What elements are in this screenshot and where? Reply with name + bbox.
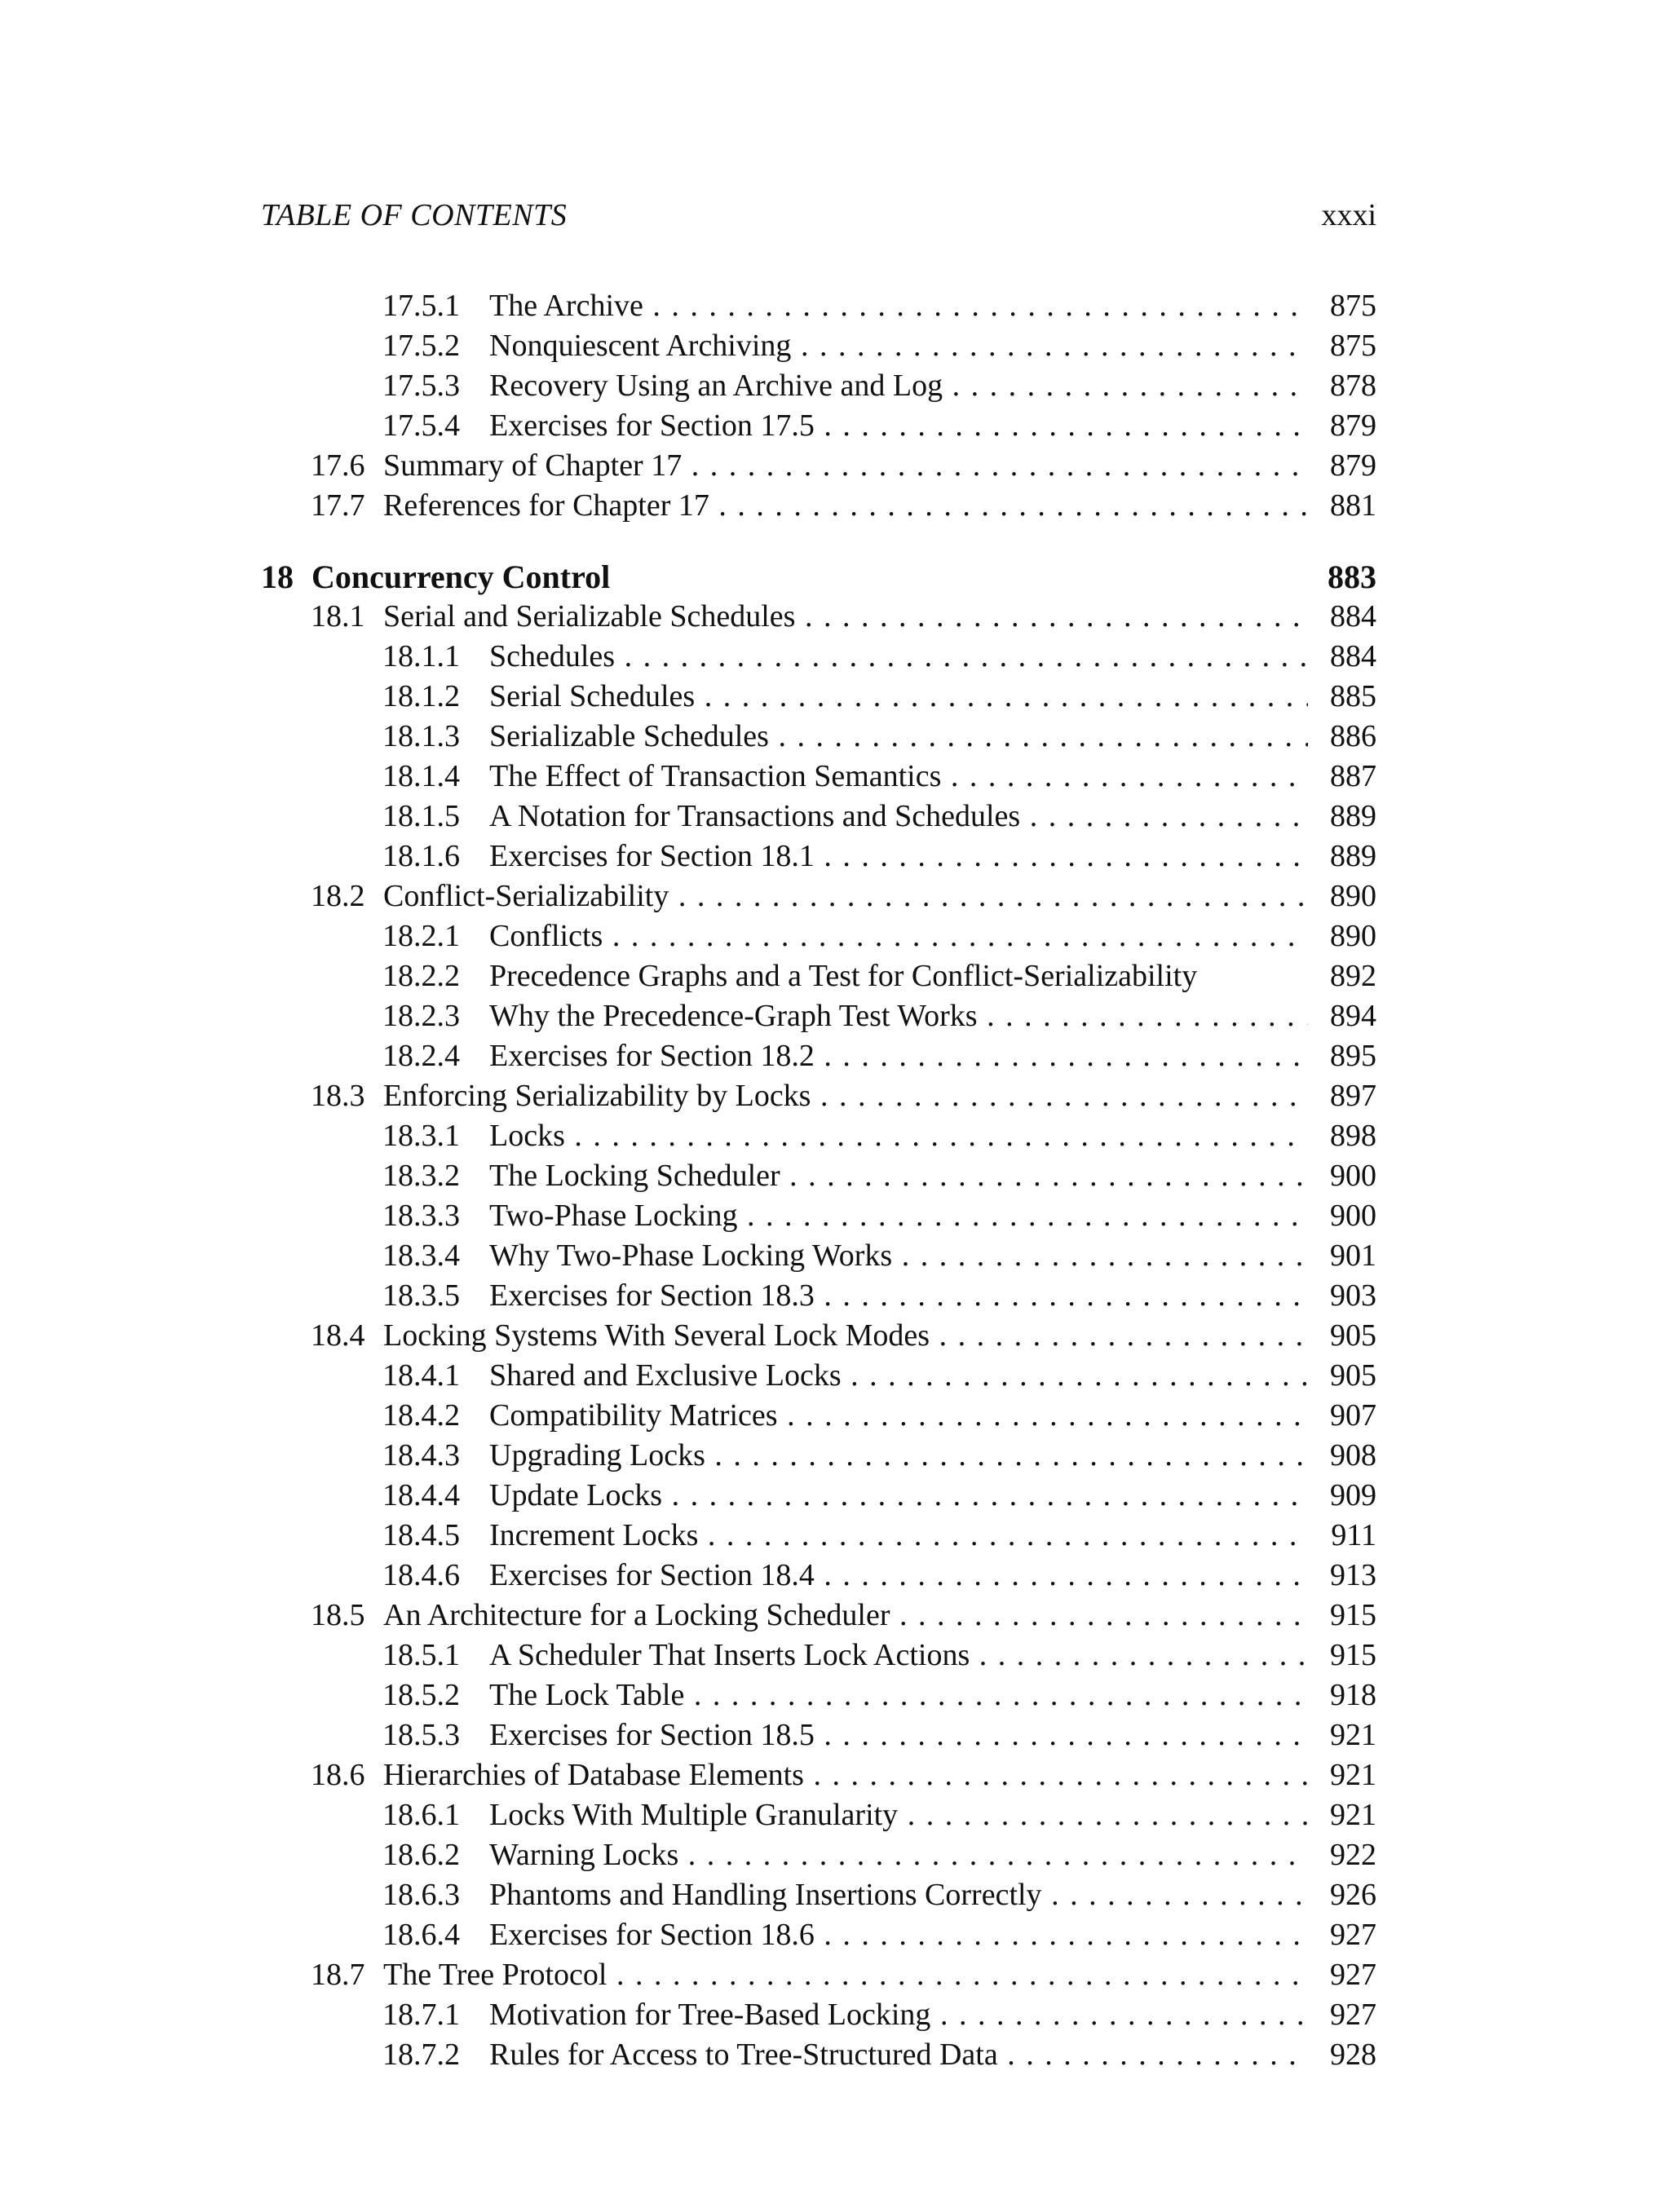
- toc-subsection-entry: [261, 1676, 1385, 1715]
- entry-title: The Effect of Transaction Semantics . .: [489, 757, 1308, 797]
- toc-subsection-entry: [261, 996, 1385, 1036]
- toc-subsection-entry: [261, 757, 1385, 797]
- entry-number: 18.3.3: [382, 1199, 460, 1233]
- chapter-page-number: 883: [1328, 559, 1376, 595]
- entry-page-number: 901: [1330, 1238, 1376, 1273]
- toc-subsection-entry: [261, 1116, 1385, 1156]
- entry-number: 18.7.1: [382, 1998, 460, 2032]
- toc-section-entry: [261, 446, 1385, 486]
- entry-title: Rules for Access to Tree-Structured Data . .: [489, 2035, 1308, 2075]
- entry-title: Conflict-Serializability . .: [383, 876, 1308, 916]
- entry-title: Nonquiescent Archiving . .: [489, 326, 1308, 366]
- entry-number: 18.7.2: [382, 2038, 460, 2072]
- entry-number: 17.5.4: [382, 408, 460, 443]
- toc-subsection-entry: [261, 326, 1385, 366]
- entry-title: Motivation for Tree-Based Locking . .: [489, 1995, 1308, 2035]
- entry-title: Phantoms and Handling Insertions Correctly . .: [489, 1875, 1308, 1915]
- running-page-number: xxxi: [1321, 198, 1376, 232]
- entry-title: The Lock Table . .: [489, 1676, 1308, 1715]
- toc-subsection-entry: [261, 1995, 1385, 2035]
- entry-page-number: 875: [1330, 289, 1376, 323]
- entry-title: Exercises for Section 18.6 . .: [489, 1915, 1308, 1955]
- entry-page-number: 898: [1330, 1119, 1376, 1153]
- entry-page-number: 911: [1331, 1518, 1376, 1552]
- toc-subsection-entry: [261, 1436, 1385, 1476]
- entry-number: 18.6.1: [382, 1798, 460, 1832]
- entry-number: 18.6.3: [382, 1878, 460, 1912]
- toc-subsection-entry: [261, 1875, 1385, 1915]
- entry-title: Locks . .: [489, 1116, 1308, 1156]
- entry-number: 18.2: [311, 879, 365, 913]
- toc-subsection-entry: [261, 1795, 1385, 1835]
- toc-section-entry: [261, 1955, 1385, 1995]
- toc-subsection-entry: [261, 1156, 1385, 1196]
- entry-title: Schedules . .: [489, 637, 1308, 677]
- toc-subsection-entry: [261, 797, 1385, 837]
- toc-subsection-entry: [261, 1396, 1385, 1436]
- entry-title: Exercises for Section 18.4 . .: [489, 1556, 1308, 1596]
- toc-subsection-entry: [261, 406, 1385, 446]
- entry-number: 18.4.1: [382, 1358, 460, 1393]
- entry-page-number: 889: [1330, 799, 1376, 833]
- entry-number: 18.1.3: [382, 719, 460, 753]
- chapter-number: 18: [261, 559, 294, 595]
- entry-title: The Archive . .: [489, 286, 1308, 326]
- entry-title: The Tree Protocol . .: [383, 1955, 1308, 1995]
- entry-number: 18.2.3: [382, 999, 460, 1033]
- entry-page-number: 894: [1330, 999, 1376, 1033]
- entry-page-number: 922: [1330, 1838, 1376, 1872]
- entry-page-number: 905: [1330, 1358, 1376, 1393]
- toc-entries-chapter-17: [261, 286, 1385, 526]
- entry-title: A Notation for Transactions and Schedules . .: [489, 797, 1308, 837]
- toc-subsection-entry: [261, 1276, 1385, 1316]
- entry-number: 18.5.1: [382, 1638, 460, 1672]
- toc-subsection-entry: [261, 1835, 1385, 1875]
- entry-title: Enforcing Serializability by Locks . .: [383, 1076, 1308, 1116]
- entry-number: 17.6: [311, 448, 365, 483]
- entry-page-number: 921: [1330, 1718, 1376, 1752]
- toc-subsection-entry: [261, 677, 1385, 717]
- entry-number: 18.1.6: [382, 839, 460, 873]
- toc-section-entry: [261, 876, 1385, 916]
- entry-title: Exercises for Section 18.3 . .: [489, 1276, 1308, 1316]
- entry-title: Update Locks . .: [489, 1476, 1308, 1516]
- entry-number: 18.4.5: [382, 1518, 460, 1552]
- entry-page-number: 907: [1330, 1398, 1376, 1433]
- entry-page-number: 915: [1330, 1598, 1376, 1632]
- entry-title: Exercises for Section 18.2 . .: [489, 1036, 1308, 1076]
- toc-section-entry: [261, 1076, 1385, 1116]
- toc-subsection-entry: [261, 286, 1385, 326]
- entry-page-number: 889: [1330, 839, 1376, 873]
- toc-subsection-entry: [261, 637, 1385, 677]
- entry-number: 18.5.2: [382, 1678, 460, 1712]
- entry-title: Exercises for Section 18.5 . .: [489, 1715, 1308, 1755]
- entry-title: Precedence Graphs and a Test for Conflict-Serializability: [489, 959, 1198, 993]
- entry-number: 18.3.5: [382, 1278, 460, 1313]
- entry-page-number: 903: [1330, 1278, 1376, 1313]
- entry-title: Two-Phase Locking . .: [489, 1196, 1308, 1236]
- entry-number: 18.4.6: [382, 1558, 460, 1592]
- entry-page-number: 886: [1330, 719, 1376, 753]
- toc-subsection-entry: [261, 1196, 1385, 1236]
- entry-page-number: 905: [1330, 1318, 1376, 1353]
- entry-page-number: 884: [1330, 639, 1376, 673]
- entry-page-number: 921: [1330, 1798, 1376, 1832]
- entry-number: 17.5.2: [382, 329, 460, 363]
- entry-page-number: 879: [1330, 448, 1376, 483]
- entry-title: Serializable Schedules . .: [489, 717, 1308, 757]
- entry-title: The Locking Scheduler . .: [489, 1156, 1308, 1196]
- toc-entries-chapter-18: [261, 597, 1385, 2075]
- toc-subsection-entry: [261, 956, 1385, 996]
- entry-page-number: 881: [1330, 488, 1376, 523]
- entry-number: 18.5.3: [382, 1718, 460, 1752]
- entry-title: Serial Schedules . .: [489, 677, 1308, 717]
- entry-page-number: 879: [1330, 408, 1376, 443]
- toc-section-entry: [261, 597, 1385, 637]
- entry-page-number: 915: [1330, 1638, 1376, 1672]
- entry-title: An Architecture for a Locking Scheduler . .: [383, 1596, 1308, 1636]
- entry-page-number: 909: [1330, 1478, 1376, 1512]
- entry-page-number: 900: [1330, 1199, 1376, 1233]
- entry-page-number: 878: [1330, 369, 1376, 403]
- entry-title: Exercises for Section 18.1 . .: [489, 837, 1308, 876]
- entry-page-number: 918: [1330, 1678, 1376, 1712]
- entry-number: 18.2.4: [382, 1039, 460, 1073]
- entry-page-number: 897: [1330, 1079, 1376, 1113]
- entry-number: 18.6.4: [382, 1918, 460, 1952]
- entry-number: 18.1.2: [382, 679, 460, 713]
- entry-title: Warning Locks . .: [489, 1835, 1308, 1875]
- entry-number: 18.4: [311, 1318, 365, 1353]
- entry-page-number: 927: [1330, 1918, 1376, 1952]
- entry-page-number: 885: [1330, 679, 1376, 713]
- chapter-title: Concurrency Control: [311, 559, 611, 595]
- toc-subsection-entry: [261, 1036, 1385, 1076]
- entry-title: Serial and Serializable Schedules . .: [383, 597, 1308, 637]
- entry-number: 17.5.3: [382, 369, 460, 403]
- entry-title: A Scheduler That Inserts Lock Actions . .: [489, 1636, 1308, 1676]
- entry-page-number: 926: [1330, 1878, 1376, 1912]
- toc-subsection-entry: [261, 366, 1385, 406]
- entry-page-number: 908: [1330, 1438, 1376, 1472]
- entry-title: Shared and Exclusive Locks . .: [489, 1356, 1308, 1396]
- chapter-heading: [261, 557, 1385, 597]
- toc-subsection-entry: [261, 1236, 1385, 1276]
- entry-title: Why Two-Phase Locking Works . .: [489, 1236, 1308, 1276]
- entry-page-number: 927: [1330, 1958, 1376, 1992]
- running-header: [261, 194, 1385, 236]
- entry-number: 18.6: [311, 1758, 365, 1792]
- entry-number: 18.1.4: [382, 759, 460, 793]
- toc-subsection-entry: [261, 916, 1385, 956]
- entry-number: 18.2.2: [382, 959, 460, 993]
- entry-page-number: 928: [1330, 2038, 1376, 2072]
- toc-subsection-entry: [261, 1915, 1385, 1955]
- entry-number: 18.2.1: [382, 919, 460, 953]
- entry-page-number: 875: [1330, 329, 1376, 363]
- table-of-contents: [261, 286, 1385, 2075]
- toc-section-entry: [261, 486, 1385, 526]
- entry-page-number: 887: [1330, 759, 1376, 793]
- entry-title: Exercises for Section 17.5 . .: [489, 406, 1308, 446]
- entry-page-number: 927: [1330, 1998, 1376, 2032]
- entry-page-number: 895: [1330, 1039, 1376, 1073]
- toc-section-entry: [261, 1316, 1385, 1356]
- entry-page-number: 884: [1330, 599, 1376, 634]
- entry-number: 18.1.1: [382, 639, 460, 673]
- entry-title: Compatibility Matrices . .: [489, 1396, 1308, 1436]
- entry-number: 18.4.2: [382, 1398, 460, 1433]
- running-title: TABLE OF CONTENTS: [261, 198, 568, 232]
- entry-number: 17.5.1: [382, 289, 460, 323]
- entry-page-number: 892: [1330, 959, 1376, 993]
- toc-subsection-entry: [261, 1715, 1385, 1755]
- toc-subsection-entry: [261, 717, 1385, 757]
- toc-subsection-entry: [261, 1516, 1385, 1556]
- entry-number: 18.4.3: [382, 1438, 460, 1472]
- entry-number: 18.3.4: [382, 1238, 460, 1273]
- toc-subsection-entry: [261, 1356, 1385, 1396]
- entry-title: References for Chapter 17 . .: [383, 486, 1308, 526]
- entry-number: 17.7: [311, 488, 365, 523]
- entry-number: 18.3.2: [382, 1159, 460, 1193]
- entry-number: 18.6.2: [382, 1838, 460, 1872]
- toc-subsection-entry: [261, 1556, 1385, 1596]
- toc-section-entry: [261, 1596, 1385, 1636]
- entry-title: Upgrading Locks . .: [489, 1436, 1308, 1476]
- toc-subsection-entry: [261, 2035, 1385, 2075]
- entry-page-number: 913: [1330, 1558, 1376, 1592]
- entry-title: Conflicts . .: [489, 916, 1308, 956]
- entry-page-number: 890: [1330, 919, 1376, 953]
- toc-subsection-entry: [261, 1636, 1385, 1676]
- entry-number: 18.5: [311, 1598, 365, 1632]
- entry-title: Hierarchies of Database Elements . .: [383, 1755, 1308, 1795]
- entry-title: Recovery Using an Archive and Log . .: [489, 366, 1308, 406]
- entry-page-number: 921: [1330, 1758, 1376, 1792]
- entry-title: Locking Systems With Several Lock Modes . .: [383, 1316, 1308, 1356]
- entry-title: Why the Precedence-Graph Test Works . .: [489, 996, 1308, 1036]
- entry-title: Locks With Multiple Granularity . .: [489, 1795, 1308, 1835]
- entry-number: 18.4.4: [382, 1478, 460, 1512]
- entry-page-number: 890: [1330, 879, 1376, 913]
- entry-number: 18.3.1: [382, 1119, 460, 1153]
- toc-subsection-entry: [261, 837, 1385, 876]
- entry-title: Summary of Chapter 17 . .: [383, 446, 1308, 486]
- entry-page-number: 900: [1330, 1159, 1376, 1193]
- toc-section-entry: [261, 1755, 1385, 1795]
- entry-number: 18.1.5: [382, 799, 460, 833]
- toc-subsection-entry: [261, 1476, 1385, 1516]
- entry-number: 18.7: [311, 1958, 365, 1992]
- entry-title: Increment Locks . .: [489, 1516, 1308, 1556]
- entry-number: 18.1: [311, 599, 365, 634]
- entry-number: 18.3: [311, 1079, 365, 1113]
